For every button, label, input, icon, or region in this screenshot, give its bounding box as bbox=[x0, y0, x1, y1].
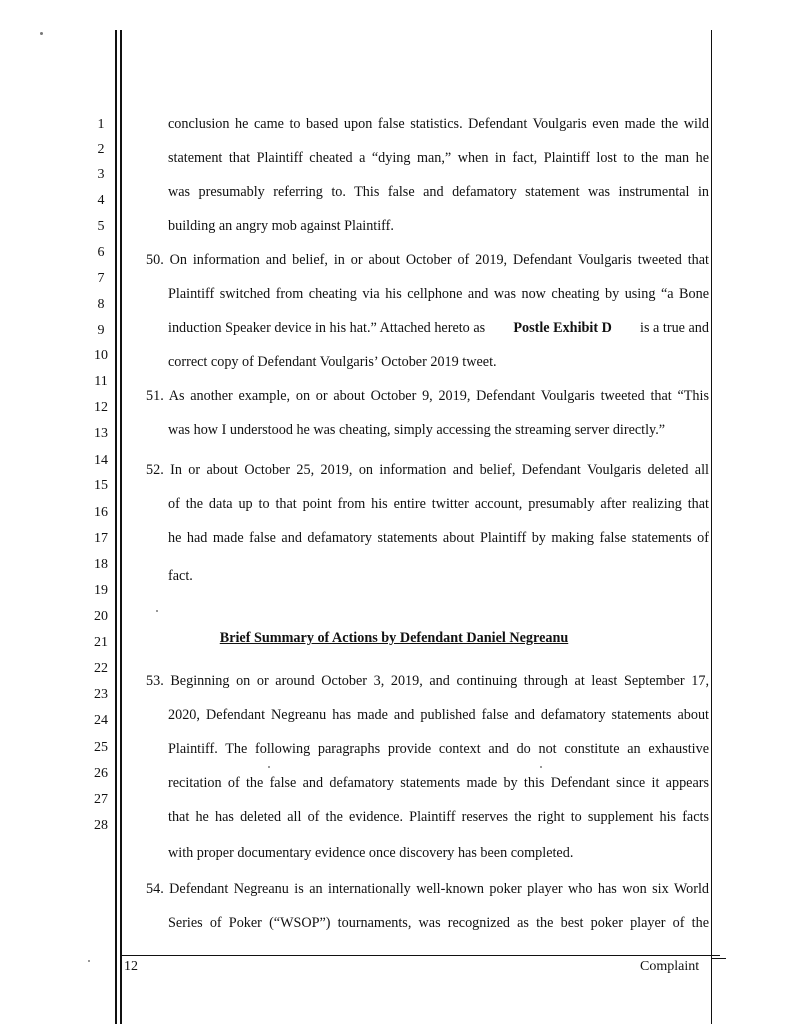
scan-speck bbox=[88, 960, 90, 962]
line-number: 8 bbox=[97, 297, 105, 312]
line-number: 9 bbox=[97, 323, 105, 338]
paragraph-52-line: he had made false and defamatory statements about Plaintiff by making false statements of bbox=[168, 530, 709, 546]
line-number: 15 bbox=[94, 478, 108, 493]
line-number: 24 bbox=[94, 713, 108, 728]
line-number: 19 bbox=[94, 583, 108, 598]
scan-speck bbox=[540, 766, 542, 768]
line-number: 18 bbox=[94, 557, 108, 572]
line-number: 1 bbox=[97, 117, 105, 132]
body-text-line: was presumably referring to. This false and defamatory statement was instrumental in bbox=[168, 184, 709, 200]
line-number: 26 bbox=[94, 766, 108, 781]
line-number: 11 bbox=[94, 374, 108, 389]
scan-speck bbox=[40, 32, 43, 35]
line-number: 16 bbox=[94, 505, 108, 520]
line-number: 23 bbox=[94, 687, 108, 702]
line-number: 21 bbox=[94, 635, 108, 650]
line-number: 5 bbox=[97, 219, 105, 234]
footer-page-number: 12 bbox=[124, 959, 138, 974]
line-number: 25 bbox=[94, 740, 108, 755]
scan-speck bbox=[268, 766, 270, 768]
line-number: 20 bbox=[94, 609, 108, 624]
paragraph-52-line: 52. In or about October 25, 2019, on information and belief, Defendant Voulgaris deleted all bbox=[146, 462, 709, 478]
line-number: 6 bbox=[97, 245, 105, 260]
left-margin-rule-inner bbox=[120, 30, 122, 1024]
body-text-line: statement that Plaintiff cheated a “dying man,” when in fact, Plaintiff lost to the man he bbox=[168, 150, 709, 166]
line-number: 22 bbox=[94, 661, 108, 676]
line-number: 13 bbox=[94, 426, 108, 441]
paragraph-53-line: that he has deleted all of the evidence. Plaintiff reserves the right to supplement his facts bbox=[168, 809, 709, 825]
line-number: 3 bbox=[97, 167, 105, 182]
line-number: 10 bbox=[94, 348, 108, 363]
line-number: 14 bbox=[94, 453, 108, 468]
paragraph-52-line: fact. bbox=[168, 568, 193, 584]
line-number: 7 bbox=[97, 271, 105, 286]
paragraph-53-line: 2020, Defendant Negreanu has made and published false and defamatory statements about bbox=[168, 707, 709, 723]
paragraph-50-line: correct copy of Defendant Voulgaris’ October 2019 tweet. bbox=[168, 354, 497, 370]
footer-rule-right-tick bbox=[712, 958, 726, 959]
paragraph-50-text-after-exhibit: is a true and bbox=[640, 320, 709, 336]
body-text-line: conclusion he came to based upon false statistics. Defendant Voulgaris even made the wild bbox=[168, 116, 709, 132]
line-number: 2 bbox=[97, 142, 105, 157]
line-number: 27 bbox=[94, 792, 108, 807]
paragraph-50-text-before-exhibit: induction Speaker device in his hat.” Attached hereto as bbox=[168, 320, 486, 336]
exhibit-reference: Postle Exhibit D bbox=[513, 320, 612, 336]
paragraph-50-line bbox=[168, 319, 709, 337]
paragraph-53-line: 53. Beginning on or around October 3, 2019, and continuing through at least September 17, bbox=[146, 673, 709, 689]
section-heading: Brief Summary of Actions by Defendant Daniel Negreanu bbox=[219, 630, 569, 646]
paragraph-53-line: with proper documentary evidence once discovery has been completed. bbox=[168, 845, 574, 861]
right-margin-rule bbox=[711, 30, 712, 1024]
paragraph-50-line: 50. On information and belief, in or about October of 2019, Defendant Voulgaris tweeted that bbox=[146, 252, 709, 268]
footer-rule bbox=[122, 955, 720, 956]
paragraph-54-line: 54. Defendant Negreanu is an internationally well-known poker player who has won six World bbox=[146, 881, 709, 897]
line-number: 12 bbox=[94, 400, 108, 415]
body-text-line: building an angry mob against Plaintiff. bbox=[168, 218, 394, 234]
paragraph-50-line: Plaintiff switched from cheating via his cellphone and was now cheating by using “a Bone bbox=[168, 286, 709, 302]
paragraph-53-line: Plaintiff. The following paragraphs provide context and do not constitute an exhaustive bbox=[168, 741, 709, 757]
paragraph-53-line: recitation of the false and defamatory statements made by this Defendant since it appears bbox=[168, 775, 709, 791]
line-number: 4 bbox=[97, 193, 105, 208]
line-number: 28 bbox=[94, 818, 108, 833]
scan-speck bbox=[156, 610, 158, 612]
line-number: 17 bbox=[94, 531, 108, 546]
footer-document-title: Complaint bbox=[640, 959, 700, 974]
paragraph-51-line: was how I understood he was cheating, simply accessing the streaming server directly.” bbox=[168, 422, 666, 438]
paragraph-52-line: of the data up to that point from his entire twitter account, presumably after realizing that bbox=[168, 496, 709, 512]
paragraph-51-line: 51. As another example, on or about October 9, 2019, Defendant Voulgaris tweeted that “This bbox=[146, 388, 709, 404]
paragraph-54-line: Series of Poker (“WSOP”) tournaments, was recognized as the best poker player of the bbox=[168, 915, 709, 931]
